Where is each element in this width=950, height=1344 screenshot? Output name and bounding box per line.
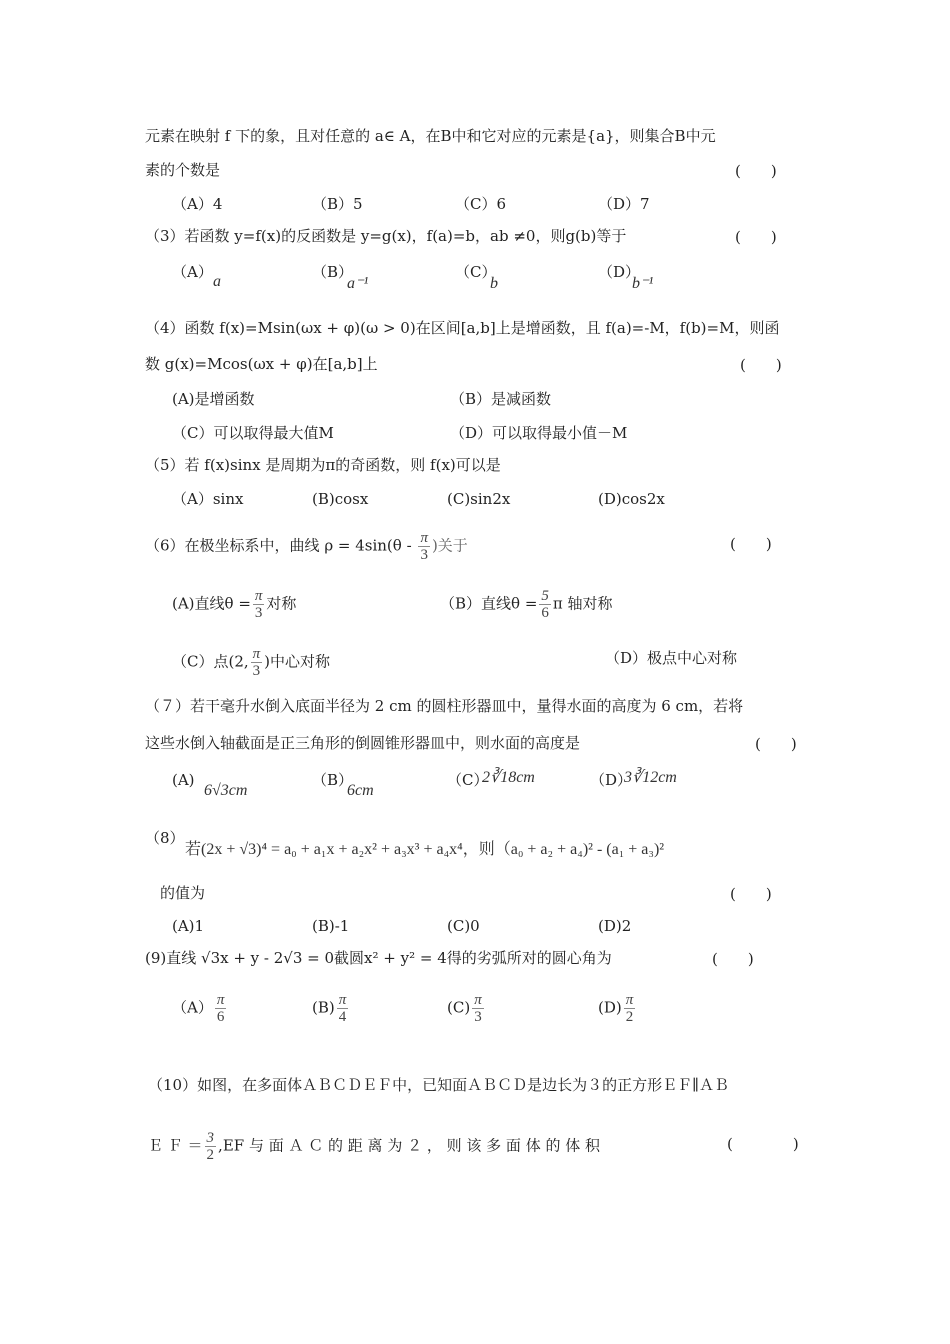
q8-option-d: (D)2 <box>598 917 632 935</box>
q9-stem: (9)直线 √3x + y - 2√3 = 0截圆x² + y² = 4得的劣弧所对的圆心角为 <box>145 949 612 967</box>
q6-option-c <box>172 646 330 679</box>
q7-value-c: 2∛18cm <box>482 769 535 786</box>
option-label: (C) <box>447 998 471 1017</box>
q2-option-a: （A）4 <box>172 195 223 213</box>
fraction <box>624 992 636 1025</box>
q7-stem-line1: （７）若干毫升水倒入底面半径为 2 cm 的圆柱形器皿中，量得水面的高度为 6 cm，若将 <box>145 697 744 715</box>
answer-bracket: ( ) <box>740 356 782 374</box>
numerator: π <box>252 646 261 662</box>
numerator: 5 <box>541 588 549 604</box>
numerator: 3 <box>206 1130 215 1146</box>
stem-text: Ｅ Ｆ ＝ <box>148 1136 203 1155</box>
answer-bracket: ( ) <box>712 950 754 968</box>
q7-label-a: (A) <box>172 771 195 789</box>
numerator: π <box>338 992 347 1008</box>
numerator: π <box>254 588 263 604</box>
q6-stem-post: )关于 <box>431 536 468 555</box>
q7-label-b: （B） <box>312 771 354 789</box>
option-text: π 轴对称 <box>552 594 613 613</box>
q5-option-b: (B)cosx <box>312 490 369 508</box>
q3-label-d: （D） <box>598 263 641 281</box>
option-text: （B）直线θ = <box>440 594 538 613</box>
q4-stem-line2: 数 g(x)=Mcos(ωx + φ)在[a,b]上 <box>145 355 378 373</box>
q7-value-b: 6cm <box>347 782 374 799</box>
denominator: 3 <box>474 1009 482 1025</box>
q5-option-c: (C)sin2x <box>447 490 511 508</box>
answer-bracket: ( ) <box>727 1135 799 1153</box>
denominator: 3 <box>420 547 428 563</box>
q4-option-d: （D）可以取得最小值－M <box>450 424 628 442</box>
q3-value-a: a <box>213 273 221 290</box>
q3-value-c: b <box>490 275 498 292</box>
option-text: （C）点(2, <box>172 652 249 671</box>
q6-option-b <box>440 588 613 621</box>
q8-option-b: (B)-1 <box>312 917 350 935</box>
fraction <box>253 588 265 621</box>
q3-label-a: （A） <box>172 263 213 281</box>
q5-option-a: （A）sinx <box>172 490 244 508</box>
q8-number: （8） <box>145 829 185 847</box>
numerator: π <box>216 992 225 1008</box>
denominator: 2 <box>206 1147 215 1163</box>
denominator: 3 <box>254 605 263 621</box>
q6-option-d: （D）极点中心对称 <box>605 649 738 667</box>
q5-stem: （5）若 f(x)sinx 是周期为π的奇函数，则 f(x)可以是 <box>145 456 501 474</box>
denominator: 2 <box>625 1009 634 1025</box>
q4-option-b: （B）是减函数 <box>450 390 552 408</box>
q4-stem-line1: （4）函数 f(x)=Msin(ωx + φ)(ω > 0)在区间[a,b]上是增函数，且 f(a)=-M，f(b)=M，则函 <box>145 319 780 337</box>
q9-option-c <box>447 992 486 1025</box>
q10-stem-line2 <box>148 1130 600 1163</box>
q8-option-a: (A)1 <box>172 917 205 935</box>
numerator: π <box>420 530 428 546</box>
option-label: （A） <box>172 998 213 1017</box>
q6-option-a <box>172 588 296 621</box>
q6-stem-pre: （6）在极坐标系中，曲线 ρ = 4sin(θ - <box>145 536 417 555</box>
q8-formula: 若(2x + √3)⁴ = a₀ + a₁x + a₂x² + a₃x³ + a₄x⁴，则（a₀ + a₂ + a₄)² - (a₁ + a₃)² <box>185 841 665 858</box>
fraction <box>472 992 484 1025</box>
option-label: (B) <box>312 998 335 1017</box>
q3-label-c: （C） <box>455 263 497 281</box>
q9-option-b <box>312 992 350 1025</box>
answer-bracket: ( ) <box>735 228 777 246</box>
q2-option-d: （D）7 <box>598 195 650 213</box>
denominator: 3 <box>252 663 261 679</box>
fraction <box>539 588 551 621</box>
q2-stem-line1: 元素在映射 f 下的象，且对任意的 a∈ A，在B中和它对应的元素是{a}，则集合B中元 <box>145 127 716 145</box>
q3-stem: （3）若函数 y=f(x)的反函数是 y=g(x)，f(a)=b，ab ≠0，则g(b)等于 <box>145 227 627 245</box>
denominator: 6 <box>541 605 549 621</box>
option-text: (A)直线θ = <box>172 594 251 613</box>
q3-value-b: a⁻¹ <box>347 275 369 292</box>
q7-value-d: 3∛12cm <box>624 769 677 786</box>
q6-stem <box>145 530 468 563</box>
q2-option-b: （B）5 <box>312 195 363 213</box>
q4-option-a: (A)是增函数 <box>172 390 255 408</box>
answer-bracket: ( ) <box>730 535 772 553</box>
q2-stem-line2: 素的个数是 <box>145 161 221 179</box>
q8-option-c: (C)0 <box>447 917 480 935</box>
fraction <box>205 1130 217 1163</box>
q9-option-a <box>172 992 228 1025</box>
q7-label-c: （C） <box>447 771 489 789</box>
q9-option-d <box>598 992 637 1025</box>
fraction <box>251 646 263 679</box>
option-text: 对称 <box>266 594 297 613</box>
fraction <box>337 992 349 1025</box>
option-text: )中心对称 <box>264 652 331 671</box>
denominator: 4 <box>338 1009 347 1025</box>
q8-stem-line2: 的值为 <box>160 884 206 902</box>
fraction <box>215 992 227 1025</box>
stem-text: ,EF 与 面 Ａ Ｃ 的 距 离 为 ２ ， 则 该 多 面 体 的 体 积 <box>218 1136 600 1155</box>
answer-bracket: ( ) <box>755 735 797 753</box>
q10-stem-line1: （10）如图，在多面体ＡＢＣＤＥＦ中，已知面ＡＢＣＤ是边长为３的正方形ＥＦ∥ＡＢ <box>148 1076 730 1094</box>
answer-bracket: ( ) <box>730 885 772 903</box>
numerator: π <box>625 992 634 1008</box>
q4-option-c: （C）可以取得最大值M <box>172 424 334 442</box>
numerator: π <box>474 992 482 1008</box>
option-label: (D) <box>598 998 622 1017</box>
q2-option-c: （C）6 <box>455 195 507 213</box>
q7-stem-line2: 这些水倒入轴截面是正三角形的倒圆锥形器皿中，则水面的高度是 <box>145 734 581 752</box>
denominator: 6 <box>216 1009 225 1025</box>
q3-value-d: b⁻¹ <box>632 275 654 292</box>
q7-value-a: 6√3cm <box>204 782 248 799</box>
q3-label-b: （B） <box>312 263 354 281</box>
q5-option-d: (D)cos2x <box>598 490 665 508</box>
answer-bracket: ( ) <box>735 162 777 180</box>
q7-label-d: （D） <box>590 771 633 789</box>
fraction <box>418 530 430 563</box>
